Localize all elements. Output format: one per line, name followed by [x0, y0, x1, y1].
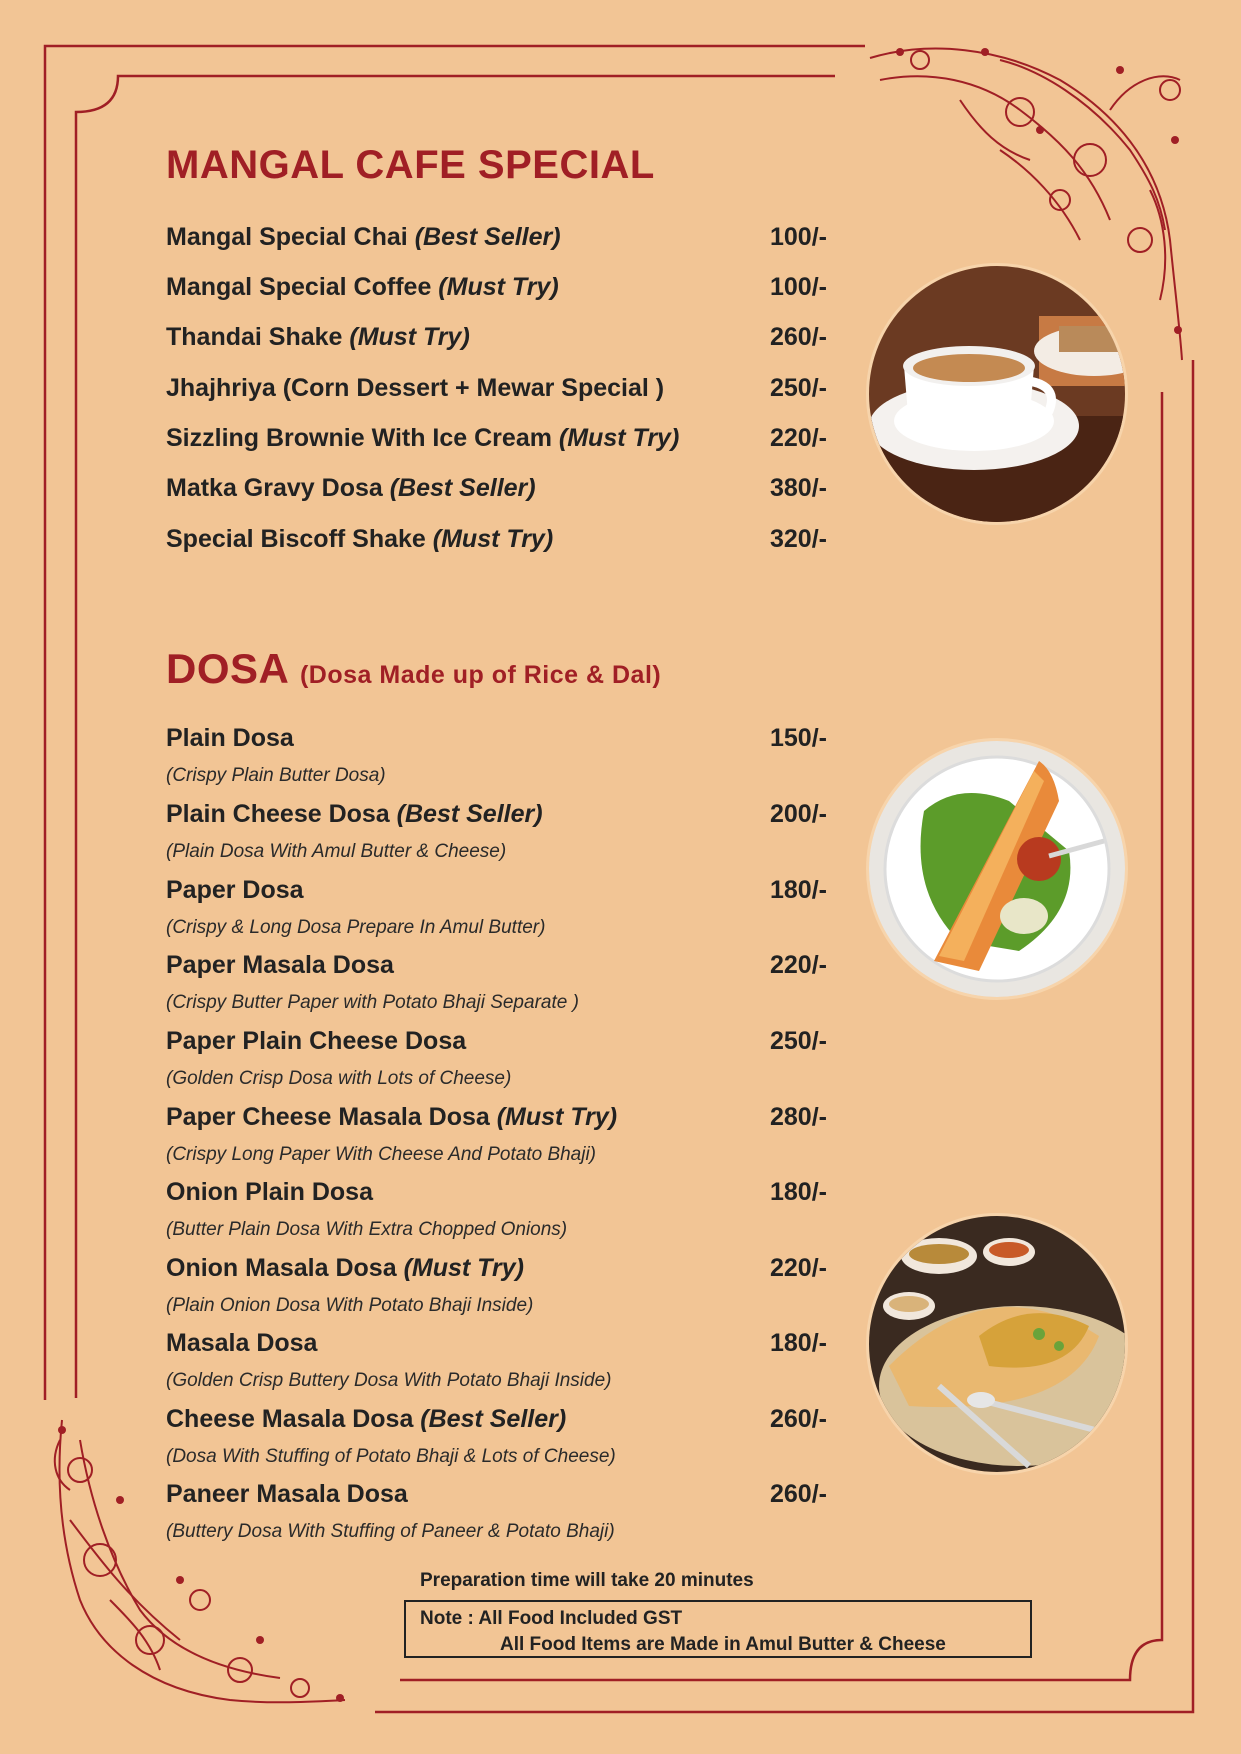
item-description: (Crispy Plain Butter Dosa): [166, 765, 386, 786]
item-name: Paper Plain Cheese Dosa: [166, 1027, 467, 1055]
menu-item: [166, 323, 846, 359]
masala-dosa-icon: [869, 1216, 1125, 1472]
item-name: Matka Gravy Dosa (Best Seller): [166, 474, 536, 502]
item-description: (Golden Crisp Dosa with Lots of Cheese): [166, 1068, 512, 1089]
paper-dosa-photo: [869, 741, 1125, 997]
dosa-section-title: DOSA (Dosa Made up of Rice & Dal): [166, 645, 662, 692]
item-name: Mangal Special Coffee (Must Try): [166, 273, 559, 301]
item-price: 320/-: [770, 525, 827, 553]
item-tag: (Must Try): [403, 1254, 524, 1282]
menu-item: [166, 223, 846, 259]
item-description: (Crispy & Long Dosa Prepare In Amul Butter): [166, 917, 546, 938]
item-price: 180/-: [770, 1329, 827, 1357]
menu-item: [166, 1103, 846, 1139]
item-price: 260/-: [770, 323, 827, 351]
item-price: 250/-: [770, 1027, 827, 1055]
menu-item: [166, 525, 846, 561]
item-price: 180/-: [770, 876, 827, 904]
item-tag: (Must Try): [432, 525, 554, 553]
item-description: (Plain Dosa With Amul Butter & Cheese): [166, 841, 507, 862]
masala-dosa-photo: [869, 1216, 1125, 1472]
dosa-section-subtitle: (Dosa Made up of Rice & Dal): [299, 661, 662, 689]
tea-cup-icon: [869, 266, 1125, 522]
menu-item: [166, 1405, 846, 1441]
menu-item: [166, 724, 846, 760]
item-name: Paneer Masala Dosa: [166, 1480, 408, 1508]
item-description: (Golden Crisp Buttery Dosa With Potato Bhaji Inside): [166, 1370, 612, 1391]
item-price: 150/-: [770, 724, 827, 752]
item-name: Special Biscoff Shake (Must Try): [166, 525, 554, 553]
item-price: 180/-: [770, 1178, 827, 1206]
item-price: 220/-: [770, 951, 827, 979]
item-price: 260/-: [770, 1405, 827, 1433]
item-price: 100/-: [770, 223, 827, 251]
menu-item: [166, 374, 846, 410]
item-description: (Crispy Butter Paper with Potato Bhaji Separate ): [166, 992, 579, 1013]
item-name: Mangal Special Chai (Best Seller): [166, 223, 561, 251]
item-price: 260/-: [770, 1480, 827, 1508]
item-description: (Crispy Long Paper With Cheese And Potato Bhaji): [166, 1144, 597, 1165]
item-tag: (Must Try): [496, 1103, 618, 1131]
item-tag: (Best Seller): [414, 223, 561, 251]
item-name: Paper Masala Dosa: [166, 951, 394, 979]
menu-item: [166, 800, 846, 836]
menu-item: [166, 1254, 846, 1290]
menu-item: [166, 1480, 846, 1516]
item-price: 200/-: [770, 800, 827, 828]
special-section-title: MANGAL CAFE SPECIAL: [166, 143, 655, 187]
preparation-time-text: Preparation time will take 20 minutes: [420, 1570, 754, 1591]
item-price: 250/-: [770, 374, 827, 402]
item-description: (Butter Plain Dosa With Extra Chopped Onions): [166, 1219, 568, 1240]
item-name: Thandai Shake (Must Try): [166, 323, 470, 351]
menu-item: [166, 1329, 846, 1365]
item-price: 220/-: [770, 424, 827, 452]
menu-item: [166, 876, 846, 912]
item-description: (Plain Onion Dosa With Potato Bhaji Inside): [166, 1295, 534, 1316]
item-name: Paper Dosa: [166, 876, 304, 904]
item-tag: (Best Seller): [389, 474, 536, 502]
item-price: 220/-: [770, 1254, 827, 1282]
note-line-gst: Note : All Food Included GST: [420, 1608, 683, 1629]
item-name: Cheese Masala Dosa (Best Seller): [166, 1405, 567, 1433]
item-tag: (Must Try): [558, 424, 680, 452]
item-tag: (Must Try): [438, 273, 559, 301]
menu-item: [166, 474, 846, 510]
item-name: Sizzling Brownie With Ice Cream (Must Try): [166, 424, 680, 452]
menu-item: [166, 273, 846, 309]
item-tag: (Must Try): [349, 323, 470, 351]
item-price: 380/-: [770, 474, 827, 502]
menu-item: [166, 424, 846, 460]
item-name: Plain Dosa: [166, 724, 294, 752]
note-box: [404, 1600, 1032, 1658]
item-price: 100/-: [770, 273, 827, 301]
item-description: (Buttery Dosa With Stuffing of Paneer & Potato Bhaji): [166, 1521, 615, 1542]
item-tag: (Best Seller): [396, 800, 543, 828]
item-name: Paper Cheese Masala Dosa (Must Try): [166, 1103, 618, 1131]
item-name: Onion Plain Dosa: [166, 1178, 373, 1206]
menu-item: [166, 1027, 846, 1063]
item-tag: (Best Seller): [420, 1405, 567, 1433]
chai-photo: [869, 266, 1125, 522]
item-description: (Dosa With Stuffing of Potato Bhaji & Lots of Cheese): [166, 1446, 616, 1467]
item-name: Jhajhriya (Corn Dessert + Mewar Special ): [166, 374, 665, 402]
note-line-amul: All Food Items are Made in Amul Butter & Cheese: [500, 1634, 946, 1655]
item-name: Plain Cheese Dosa (Best Seller): [166, 800, 543, 828]
menu-item: [166, 1178, 846, 1214]
item-name: Masala Dosa: [166, 1329, 318, 1357]
item-price: 280/-: [770, 1103, 827, 1131]
menu-item: [166, 951, 846, 987]
item-name: Onion Masala Dosa (Must Try): [166, 1254, 524, 1282]
dosa-icon: [869, 741, 1125, 997]
